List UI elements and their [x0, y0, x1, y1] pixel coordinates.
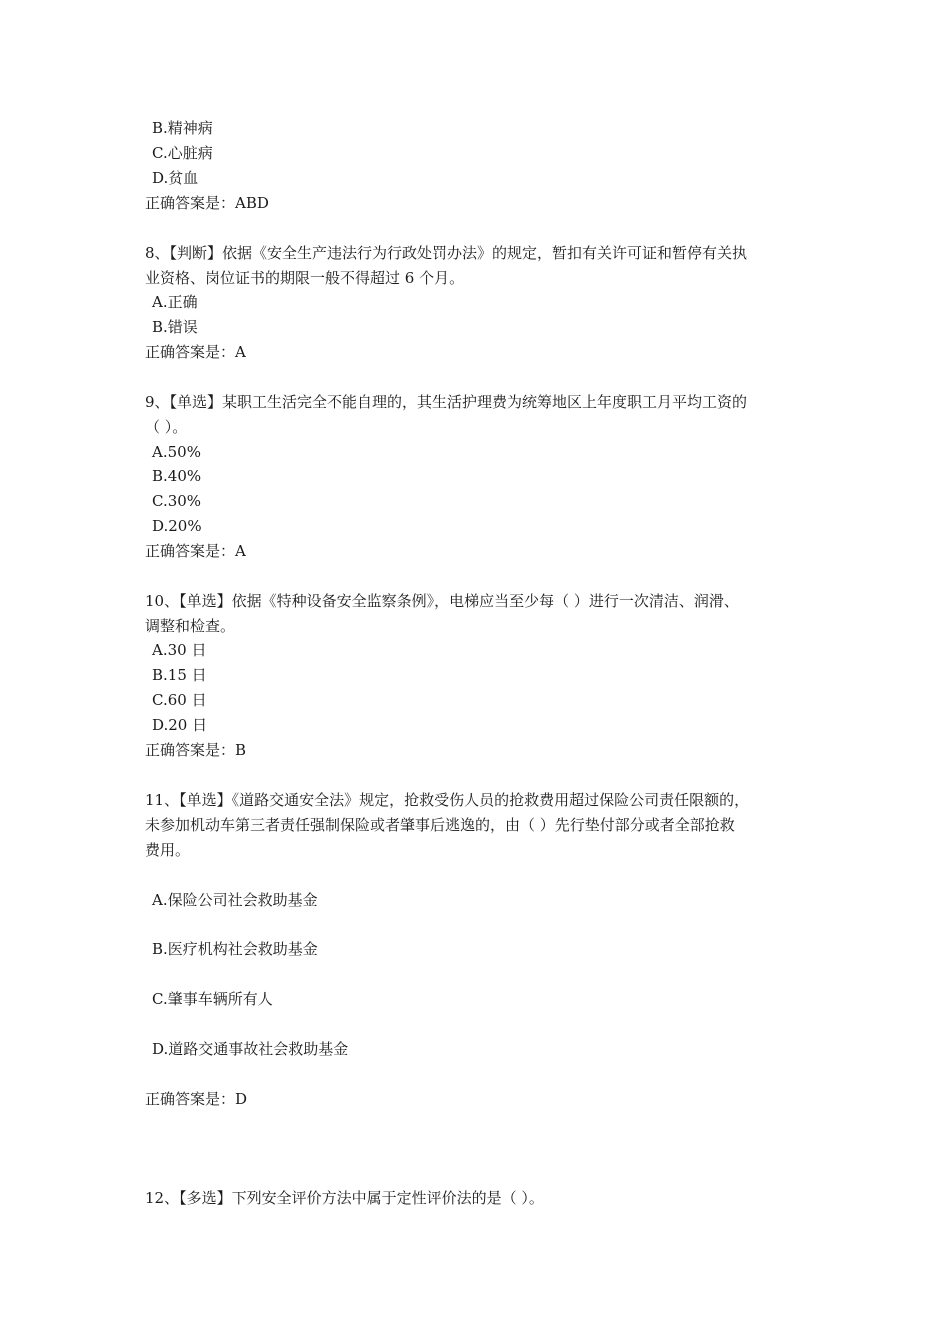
q11-stem-line-3: 费用。	[145, 841, 191, 859]
q7-option-b: B.精神病	[152, 119, 213, 137]
q9-answer: 正确答案是：A	[145, 542, 246, 560]
q9-option-d: D.20%	[152, 517, 202, 535]
q10-option-d: D.20 日	[152, 716, 208, 734]
q8-option-b: B.错误	[152, 318, 198, 336]
q10-option-c: C.60 日	[152, 691, 207, 709]
q11-answer: 正确答案是：D	[145, 1090, 248, 1108]
q11-option-b: B.医疗机构社会救助基金	[152, 940, 318, 958]
q7-option-d: D.贫血	[152, 169, 199, 187]
q12-stem-line-1: 12、【多选】下列安全评价方法中属于定性评价法的是（ ）。	[145, 1189, 544, 1207]
q11-option-d: D.道路交通事故社会救助基金	[152, 1040, 349, 1058]
q11-option-c: C.肇事车辆所有人	[152, 990, 273, 1008]
q10-option-b: B.15 日	[152, 666, 207, 684]
q8-stem-line-2: 业资格、岗位证书的期限一般不得超过 6 个月。	[145, 269, 465, 287]
q9-stem-line-1: 9、【单选】某职工生活完全不能自理的，其生活护理费为统筹地区上年度职工月平均工资的	[145, 393, 748, 411]
q7-answer: 正确答案是：ABD	[145, 194, 269, 212]
q10-answer: 正确答案是：B	[145, 741, 247, 759]
q8-answer: 正确答案是：A	[145, 343, 246, 361]
q10-stem-line-1: 10、【单选】依据《特种设备安全监察条例》，电梯应当至少每（ ）进行一次清洁、润滑、	[145, 592, 739, 610]
q8-option-a: A.正确	[152, 293, 198, 311]
q8-stem-line-1: 8、【判断】依据《安全生产违法行为行政处罚办法》的规定，暂扣有关许可证和暂停有关执	[145, 244, 748, 262]
q7-option-c: C.心脏病	[152, 144, 213, 162]
q10-option-a: A.30 日	[152, 641, 207, 659]
q9-option-c: C.30%	[152, 492, 202, 510]
q10-stem-line-2: 调整和检查。	[145, 617, 236, 635]
q9-stem-line-2: （ ）。	[145, 418, 188, 436]
q9-option-b: B.40%	[152, 467, 202, 485]
q9-option-a: A.50%	[152, 443, 201, 461]
q11-stem-line-2: 未参加机动车第三者责任强制保险或者肇事后逃逸的，由（ ）先行垫付部分或者全部抢救	[145, 816, 735, 834]
q11-option-a: A.保险公司社会救助基金	[152, 891, 318, 909]
q11-stem-line-1: 11、【单选】《道路交通安全法》规定，抢救受伤人员的抢救费用超过保险公司责任限额的，	[145, 791, 750, 809]
